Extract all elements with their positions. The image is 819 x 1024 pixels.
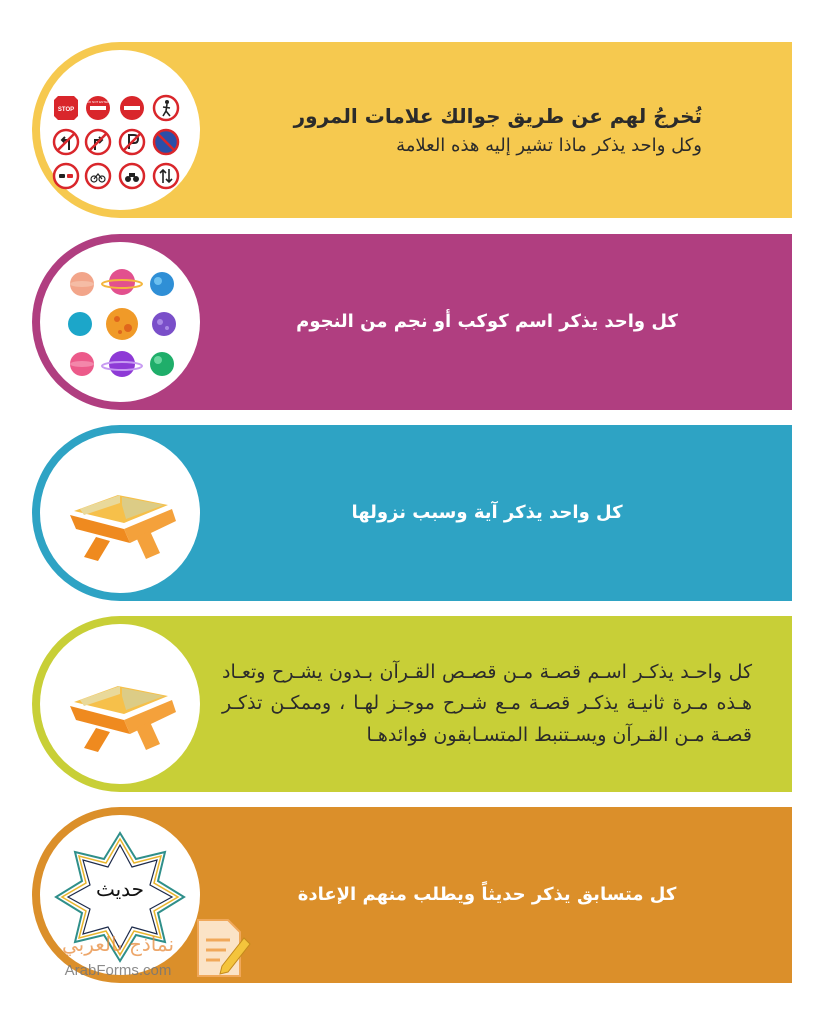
do-not-enter-text: DO NOT ENTER (86, 100, 110, 104)
traffic-signs-circle (40, 50, 200, 210)
card-1-subtitle: وكل واحد يذكر ماذا تشير إليه هذه العلامة (396, 134, 702, 156)
stop-sign-text: STOP (57, 107, 75, 113)
planets-icon (40, 242, 200, 402)
card-3-title: كل واحد يذكر آية وسبب نزولها (351, 502, 623, 524)
card-quran-story (32, 616, 792, 792)
card-traffic-signs (32, 42, 792, 218)
card-planets (32, 234, 792, 410)
quran-story-circle (40, 624, 200, 784)
hadith-badge: حديث (95, 877, 145, 901)
watermark-latin: ArabForms.com (64, 962, 172, 979)
watermark (28, 912, 258, 992)
card-quran-verse (32, 425, 792, 601)
card-5-title: كل متسابق يذكر حديثاً ويطلب منهم الإعادة (297, 884, 677, 906)
watermark-arabic: نماذج بالعربي (61, 932, 175, 956)
quran-circle (40, 433, 200, 593)
traffic-signs-icon (40, 50, 200, 210)
card-2-title: كل واحد يذكر اسم كوكب أو نجم من النجوم (296, 311, 678, 333)
card-1-title: تُخرجُ لهم عن طريق جوالك علامات المرور (293, 103, 702, 128)
planets-circle (40, 242, 200, 402)
card-4-body: كل واحـد يذكـر اسـم قصـة مـن قصـص القـرآن بـدون يشـرح وتعـاد هـذه مـرة ثانيـة يذكـر قصـة مـع شـرح موجـز لهـا ، وممكـن تذكـر قصـة مـن القـرآن ويسـتنبط المتسـابقون فوائدهـا (222, 660, 752, 746)
quran-stand-icon (40, 433, 200, 593)
quran-stand-icon (40, 624, 200, 784)
pencil-document-icon (192, 916, 252, 980)
